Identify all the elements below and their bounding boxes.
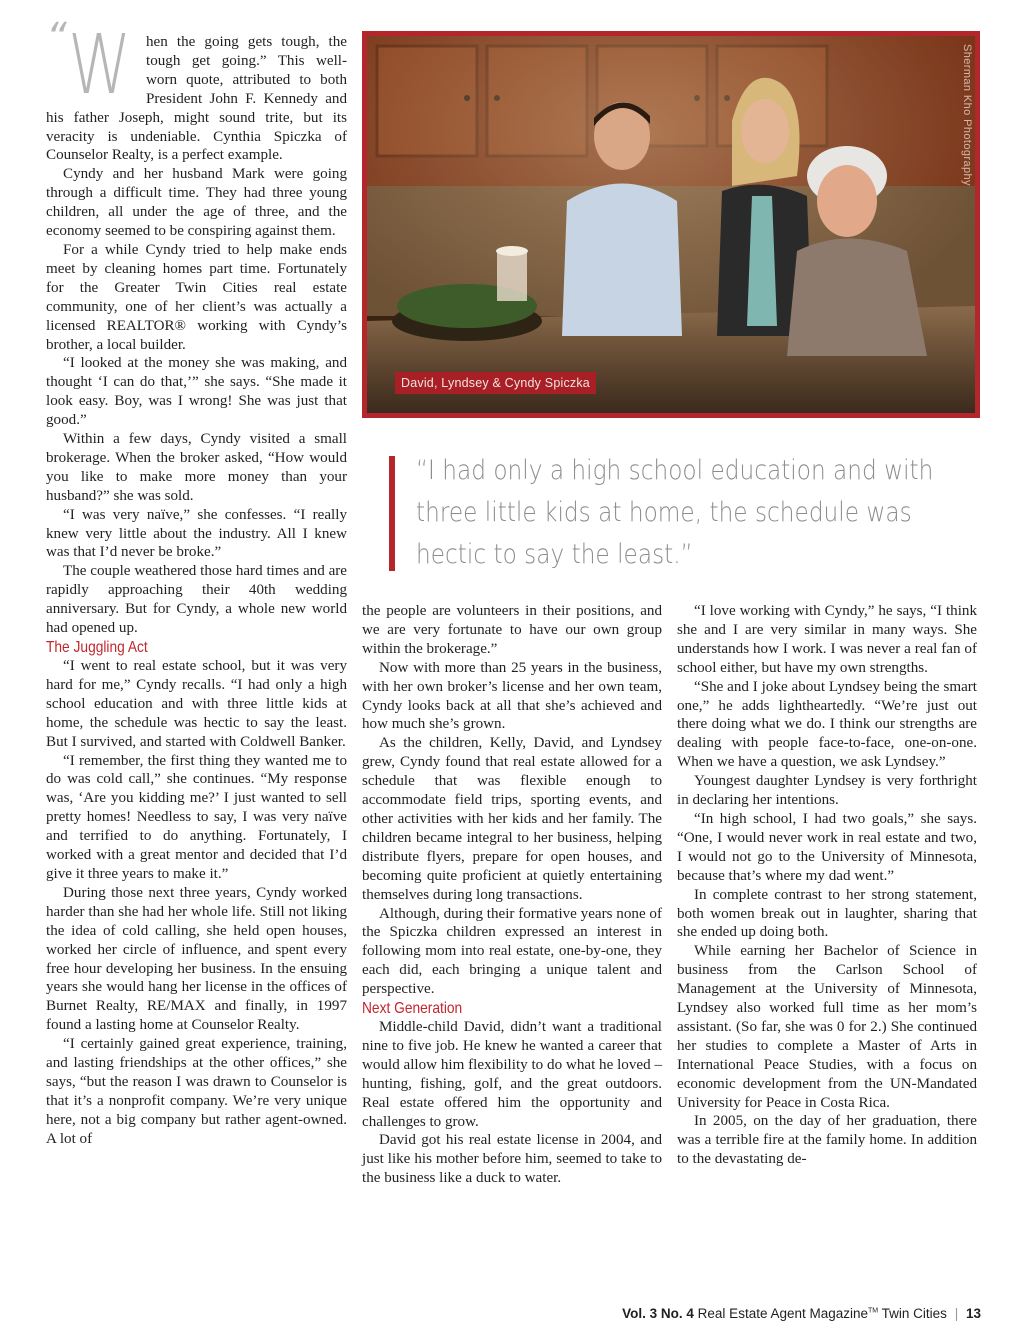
article-paragraph: “I was very naïve,” she confesses. “I really knew very little about the industry. All I knew was that I’d never be broke.”: [46, 506, 347, 561]
article-paragraph: hen the going gets tough, the tough get going.” This well-worn quote, attributed to both President John F. Kennedy and his father Joseph, might sound trite, but its veracity is undeniable. Cynthia Spiczka of Counselor Realty, is a perfect example.: [46, 34, 347, 164]
article-column-2: [362, 602, 662, 1188]
photo-credit: Sherman Kho Photography: [961, 44, 973, 186]
article-paragraph: “I love working with Cyndy,” he says, “I think she and I are very similar in many ways. She understands how I work. I was never a real fan of school either, but have my own strengths.: [677, 603, 977, 676]
drop-cap-letter: W: [68, 18, 132, 113]
footer-separator: |: [954, 1306, 959, 1321]
page-number: 13: [965, 1306, 981, 1321]
region-name: Twin Cities: [881, 1306, 947, 1321]
article-paragraph: “She and I joke about Lyndsey being the smart one,” he adds lightheartedly. “We’re just out there doing what we do. I think our strengths are dealing with people face-to-face, one-on-one. When we have a question, we ask Lyndsey.”: [677, 678, 977, 771]
article-paragraph: In complete contrast to her strong statement, both women break out in laughter, sharing that she ended up doing both.: [677, 886, 977, 941]
article-paragraph: Although, during their formative years none of the Spiczka children expressed an interest in following mom into real estate, one-by-one, they each did, each bringing a unique talent and perspective.: [362, 905, 662, 998]
article-paragraph: As the children, Kelly, David, and Lyndsey grew, Cyndy found that real estate allowed for a schedule that was flexible enough to accommodate field trips, sporting events, and other activities with her kids and her family. The children became integral to her business, helping distribute flyers, prepare for open houses, and becoming quite proficient at quietly entertaining themselves during long transactions.: [362, 735, 662, 903]
article-paragraph: While earning her Bachelor of Science in business from the Carlson School of Management at the University of Minnesota, Lyndsey also worked full time as her mom’s assistant. (So far, she was 0 for 2.) She continued her studies to complete a Master of Arts in International Peace Studies, with a focus on economic development from the UN-Mandated University for Peace in Costa Rica.: [677, 943, 977, 1111]
pull-quote-bar: [389, 456, 395, 571]
section-subhead: The Juggling Act: [46, 639, 148, 656]
magazine-name: Real Estate Agent Magazine: [697, 1306, 869, 1321]
article-paragraph: David got his real estate license in 2004, and just like his mother before him, seemed to take to the business like a duck to water.: [362, 1132, 662, 1187]
article-paragraph: During those next three years, Cyndy worked harder than she had her whole life. Still not liking the idea of cold calling, she held open houses, worked her circle of influence, and spent every free hour developing her business. In the ensuing years she would hang her license in the offices of Burnet Realty, RE/MAX and finally, in 1997 found a lasting home at Counselor Realty.: [46, 884, 347, 1034]
article-opening: [46, 15, 347, 165]
photo-caption: David, Lyndsey & Cyndy Spiczka: [395, 372, 596, 394]
photo-frame: [362, 31, 980, 418]
photo-illustration: [367, 36, 975, 413]
drop-cap: [46, 15, 142, 113]
article-paragraph: Now with more than 25 years in the business, with her own broker’s license and her own team, Cyndy looks back at all that she’s achieved and how much she’s grown.: [362, 659, 662, 733]
article-paragraph: “I certainly gained great experience, training, and lasting friendships at the other offices,” she says, “but the reason I was drawn to Counselor is that it’s a nonprofit company. We’re very unique here, not a big company but rather agent-owned. A lot of: [46, 1036, 347, 1147]
page-footer: [622, 1306, 981, 1321]
article-paragraph: Youngest daughter Lyndsey is very forthright in declaring her intentions.: [677, 773, 977, 809]
trademark-mark: TM: [868, 1307, 879, 1315]
article-column-3: [677, 602, 977, 1169]
family-photo: [367, 36, 975, 413]
article-paragraph: “I remember, the first thing they wanted me to do was cold call,” she continues. “My response was, ‘Are you kidding me?’ I just wanted to sell pretty homes! Needless to say, I was very naïve and terrified to do anything. Fortunately, I worked with a great mentor and decided that I’d give it three years to make it.”: [46, 752, 347, 882]
issue-number: Vol. 3 No. 4: [622, 1306, 694, 1321]
article-paragraph: In 2005, on the day of her graduation, there was a terrible fire at the family home. In addition to the devastating de-: [677, 1113, 977, 1168]
article-paragraph: For a while Cyndy tried to help make ends meet by cleaning homes part time. Fortunately for the Greater Twin Cities real estate community, one of her client’s was actually a licensed REALTOR® working with Cyndy’s brother, a local builder.: [46, 241, 347, 353]
article-paragraph: “In high school, I had two goals,” she says. “One, I would never work in real estate and two, I would not go to the University of Minnesota, because that’s where my dad went.”: [677, 810, 977, 884]
article-paragraph: Middle-child David, didn’t want a traditional nine to five job. He knew he wanted a career that would allow him flexibility to do what he loved – hunting, fishing, golf, and the great outdoors. Real estate offered him the opportunity and challenges to grow.: [362, 1019, 662, 1130]
article-paragraph: The couple weathered those hard times and are rapidly approaching their 40th wedding anniversary. But for Cyndy, a whole new world had opened up.: [46, 563, 347, 637]
article-paragraph: “I went to real estate school, but it was very hard for me,” Cyndy recalls. “I had only a high school education and with three little kids at home, the schedule was hectic to say the least. But I survived, and started with Coldwell Banker.: [46, 658, 347, 750]
article-paragraph: Within a few days, Cyndy visited a small brokerage. When the broker asked, “How would you like to make more money than your husband?” she was sold.: [46, 431, 347, 504]
pull-quote: “I had only a high school education and with three little kids at home, the schedule was hectic to say the least.”: [416, 455, 934, 570]
article-paragraph: Cyndy and her husband Mark were going through a difficult time. They had three young children, all under the age of three, and the economy seemed to be conspiring against them.: [46, 166, 347, 240]
article-paragraph: “I looked at the money she was making, and thought ‘I can do that,’” she says. “She made it look easy. Boy, was I wrong! She was just that good.”: [46, 355, 347, 429]
drop-cap-quote-mark: “: [46, 15, 65, 61]
article-column-1: [46, 15, 347, 1149]
article-paragraph: the people are volunteers in their positions, and we are very fortunate to have our own group within the brokerage.”: [362, 603, 662, 657]
section-subhead: Next Generation: [362, 1000, 463, 1018]
